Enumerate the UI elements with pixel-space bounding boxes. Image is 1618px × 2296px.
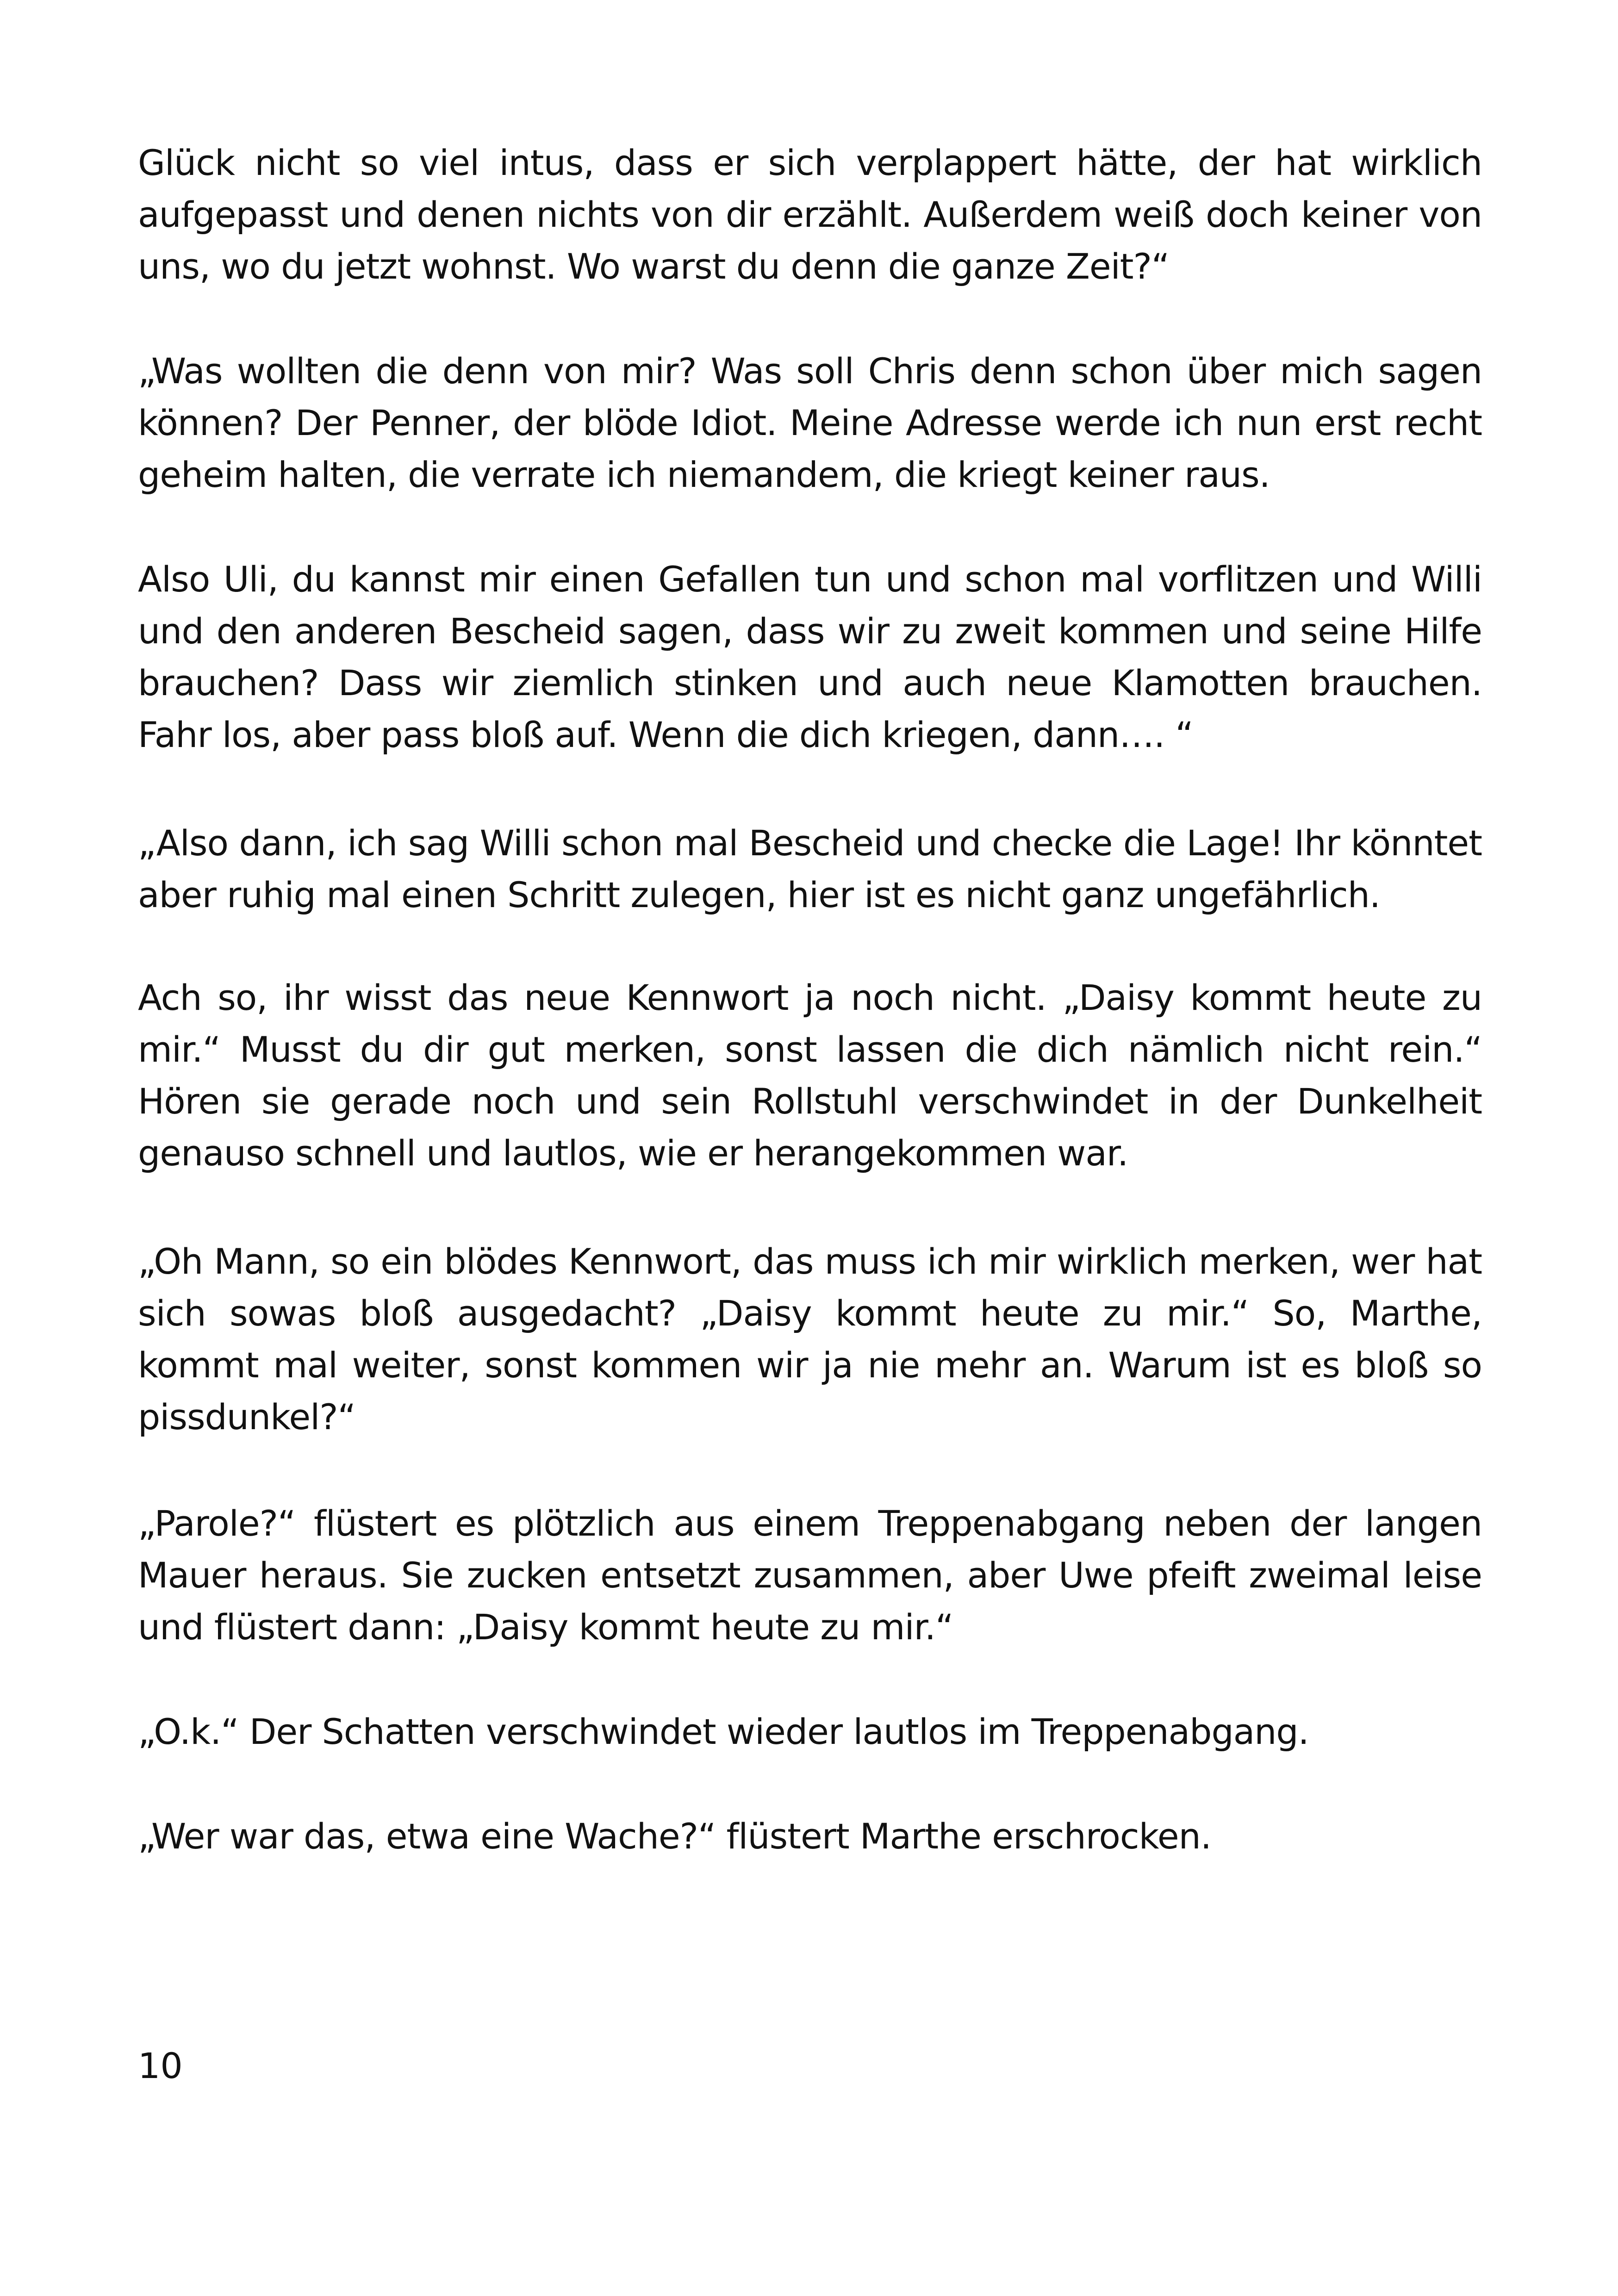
paragraph: „Also dann, ich sag Willi schon mal Bescheid und checke die Lage! Ihr könntet aber ruhig mal einen Schritt zulegen, hier ist es nicht ganz ungefährlich. [138, 822, 1482, 915]
paragraph: Also Uli, du kannst mir einen Gefallen tun und schon mal vorflitzen und Willi und den anderen Bescheid sagen, dass wir zu zweit kommen und seine Hilfe brauchen? Dass wir ziemlich stinken und auch neue Klamotten brauchen. Fahr los, aber pass bloß auf. Wenn die dich kriegen, dann…. “ [138, 559, 1482, 755]
paragraph: Ach so, ihr wisst das neue Kennwort ja noch nicht. „Daisy kommt heute zu mir.“ Musst du dir gut merken, sonst lassen die dich nämlich nicht rein.“ Hören sie gerade noch und sein Rollstuhl verschwindet in der Dunkelheit genauso schnell und lautlos, wie er herangekommen war. [138, 977, 1482, 1174]
paragraph: „Parole?“ flüstert es plötzlich aus einem Treppenabgang neben der langen Mauer heraus. Sie zucken entsetzt zusammen, aber Uwe pfeift zweimal leise und flüstert dann: „Daisy kommt heute zu mir.“ [138, 1503, 1482, 1648]
paragraph: „Oh Mann, so ein blödes Kennwort, das muss ich mir wirklich merken, wer hat sich sowas bloß ausgedacht? „Daisy kommt heute zu mir.“ So, Marthe, kommt mal weiter, sonst kommen wir ja nie mehr an. Warum ist es bloß so pissdunkel?“ [138, 1241, 1482, 1437]
paragraph: „Wer war das, etwa eine Wache?“ flüstert Marthe erschrocken. [138, 1816, 1212, 1857]
paragraph: Glück nicht so viel intus, dass er sich verplappert hätte, der hat wirklich aufgepasst und denen nichts von dir erzählt. Außerdem weiß doch keiner von uns, wo du jetzt wohnst. Wo warst du denn die ganze Zeit?“ [138, 142, 1482, 287]
page-number: 10 [138, 2045, 183, 2086]
paragraph: „O.k.“ Der Schatten verschwindet wieder lautlos im Treppenabgang. [138, 1711, 1309, 1752]
paragraph: „Was wollten die denn von mir? Was soll Chris denn schon über mich sagen können? Der Penner, der blöde Idiot. Meine Adresse werde ich nun erst recht geheim halten, die verrate ich niemandem, die kriegt keiner raus. [138, 350, 1482, 495]
